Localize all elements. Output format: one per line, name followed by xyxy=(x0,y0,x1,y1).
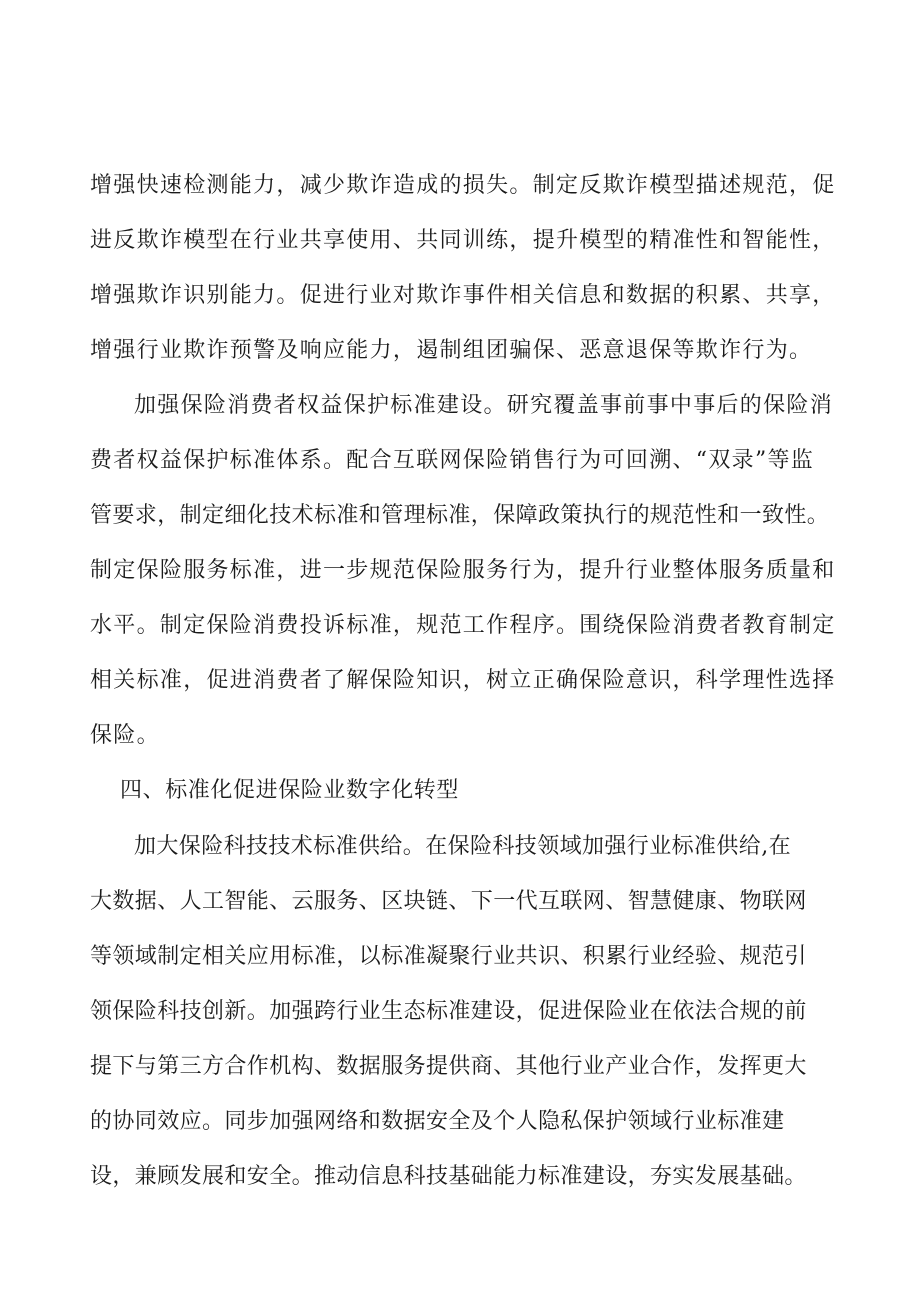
paragraph-line: 管要求，制定细化技术标准和管理标准，保障政策执行的规范性和一致性。 xyxy=(90,503,830,528)
paragraph-line: 增强欺诈识别能力。促进行业对欺诈事件相关信息和数据的积累、共享， xyxy=(90,283,836,308)
paragraph-line: 制定保险服务标准，进一步规范保险服务行为，提升行业整体服务质量和 xyxy=(90,558,836,583)
paragraph-line: 相关标准，促进消费者了解保险知识，树立正确保险意识，科学理性选择 xyxy=(90,668,836,693)
paragraph-line: 进反欺诈模型在行业共享使用、共同训练，提升模型的精准性和智能性， xyxy=(90,228,836,253)
paragraph-line: 增强快速检测能力，减少欺诈造成的损失。制定反欺诈模型描述规范，促 xyxy=(90,173,836,198)
paragraph-line: 加强保险消费者权益保护标准建设。研究覆盖事前事中事后的保险消 xyxy=(134,393,834,418)
paragraph-line: 增强行业欺诈预警及响应能力，遏制组团骗保、恶意退保等欺诈行为。 xyxy=(90,338,813,363)
paragraph-line: 保险。 xyxy=(90,723,160,748)
paragraph-line: 的协同效应。同步加强网络和数据安全及个人隐私保护领域行业标准建 xyxy=(90,1109,785,1134)
paragraph-line: 等领域制定相关应用标准，以标准凝聚行业共识、积累行业经验、规范引 xyxy=(90,944,807,969)
paragraph-line: 提下与第三方合作机构、数据服务提供商、其他行业产业合作，发挥更大 xyxy=(90,1054,807,1079)
paragraph-line: 费者权益保护标准体系。配合互联网保险销售行为可回溯、“双录”等监 xyxy=(90,448,815,473)
paragraph-line: 领保险科技创新。加强跨行业生态标准建设，促进保险业在依法合规的前 xyxy=(90,999,807,1024)
section-heading: 四、标准化促进保险业数字化转型 xyxy=(120,778,460,803)
paragraph-line: 加大保险科技技术标准供给。在保险科技领域加强行业标准供给,在 xyxy=(134,834,791,859)
paragraph-line: 设，兼顾发展和安全。推动信息科技基础能力标准建设，夯实发展基础。 xyxy=(90,1164,807,1189)
paragraph-line: 大数据、人工智能、云服务、区块链、下一代互联网、智慧健康、物联网 xyxy=(90,889,807,914)
paragraph-line: 水平。制定保险消费投诉标准，规范工作程序。围绕保险消费者教育制定 xyxy=(90,613,836,638)
